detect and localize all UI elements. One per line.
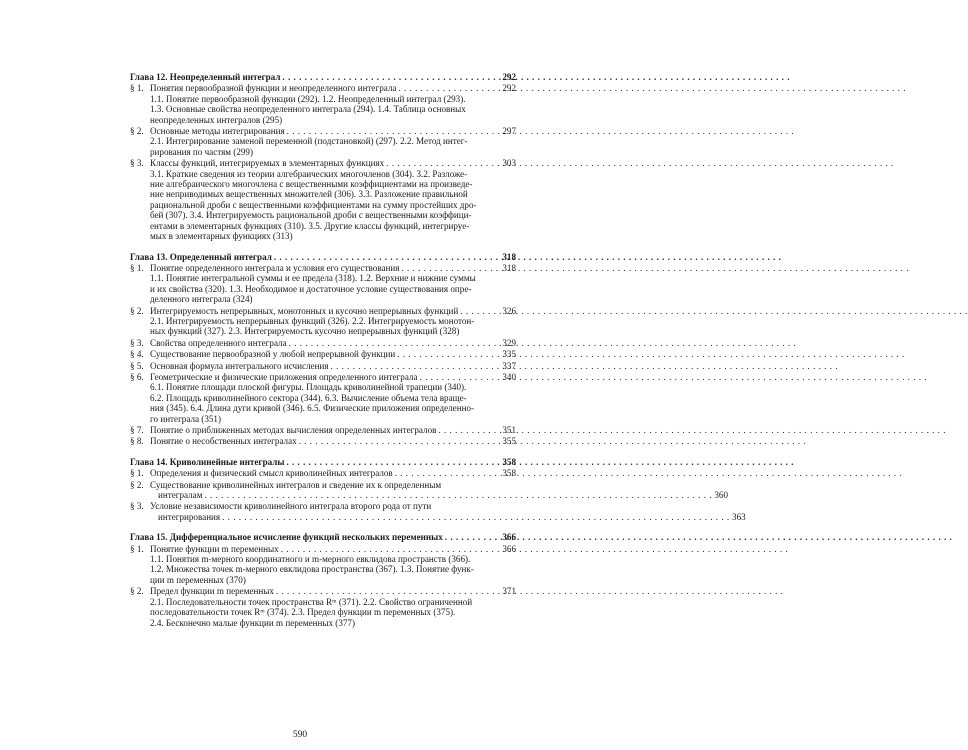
section-heading (130, 372, 516, 382)
section-heading (130, 349, 516, 359)
dot-leader (460, 306, 500, 316)
section-heading (130, 544, 516, 554)
section-title-row (150, 436, 516, 446)
section-page: 340 (502, 371, 516, 382)
section-title-block (150, 480, 728, 501)
subsection-list (130, 169, 516, 242)
subsection-line: рирования по частям (299) (150, 146, 254, 157)
dot-leader (281, 544, 500, 554)
subsection-list (130, 597, 516, 628)
section-title-row (150, 372, 516, 382)
section-page: 358 (502, 468, 516, 479)
section-number: § 2. (130, 586, 144, 597)
section-number: § 1. (130, 262, 144, 273)
dot-leader (287, 126, 500, 136)
section-number: § 3. (130, 501, 144, 512)
chapter-heading (130, 532, 516, 542)
subsection-line: деленного интеграла (324) (150, 294, 253, 305)
section-heading (130, 361, 516, 371)
section-heading (130, 126, 516, 136)
subsection-line: мых в элементарных функциях (313) (150, 231, 293, 242)
subsection-line: 1.1. Понятие первообразной функции (292). 1.2. Неопределенный интеграл (293). (150, 93, 466, 104)
toc-section (130, 372, 516, 424)
section-title: Понятие о несобственных интегралах (150, 436, 297, 447)
chapter-heading (130, 252, 516, 262)
section-title: Основная формула интегрального исчисления (150, 360, 329, 371)
dot-leader (401, 263, 500, 273)
toc-section (130, 349, 516, 359)
dot-leader (438, 425, 500, 435)
section-title: Понятие функции m переменных (150, 543, 279, 554)
section-title-row (150, 263, 516, 273)
section-title-row (150, 544, 516, 554)
section-title: Условие независимости криволинейного интеграла второго рода от пути (150, 501, 432, 512)
section-page: 360 (714, 490, 729, 501)
section-heading (130, 158, 516, 168)
section-title-row (150, 338, 516, 348)
section-title: Понятия первообразной функции и неопределенного интеграла (150, 83, 397, 94)
section-title-row (150, 586, 516, 596)
dot-leader (299, 436, 500, 446)
section-page: 371 (502, 586, 516, 597)
section-title-row (150, 468, 516, 478)
section-number: § 4. (130, 349, 144, 360)
section-title: Классы функций, интегрируемых в элементарных функциях (150, 158, 385, 169)
dot-leader (286, 457, 500, 467)
section-heading (130, 83, 516, 93)
section-number: § 8. (130, 436, 144, 447)
section-title-row (150, 361, 516, 371)
section-heading (130, 586, 516, 596)
toc-section (130, 158, 516, 241)
section-page: 292 (502, 83, 516, 94)
section-title-continued: интегралам (158, 490, 203, 501)
subsection-line: ции m переменных (370) (150, 574, 246, 585)
section-number: § 1. (130, 543, 144, 554)
page-number: 590 (292, 730, 308, 740)
chapter-title: Глава 12. Неопределенный интеграл (130, 72, 281, 82)
section-page: 297 (502, 126, 516, 137)
dot-leader (445, 532, 500, 542)
section-number: § 3. (130, 158, 144, 169)
dot-leader (222, 512, 730, 522)
section-page: 355 (502, 436, 516, 447)
toc-section (130, 263, 516, 305)
dot-leader (289, 338, 500, 348)
section-heading (130, 468, 516, 478)
subsection-line: го интеграла (351) (150, 413, 222, 424)
subsection-line: 6.1. Понятие площади плоской фигуры. Площадь криволинейной трапеции (340). (150, 382, 467, 393)
subsection-list (130, 136, 516, 157)
subsection-list (130, 554, 516, 585)
subsection-line: ных функций (327). 2.3. Интегрируемость кусочно непрерывных функций (328) (150, 326, 460, 337)
dot-leader (282, 72, 500, 82)
section-title: Предел функции m переменных (150, 586, 274, 597)
toc-section (130, 425, 516, 435)
subsection-list (130, 94, 516, 125)
chapter-heading (130, 72, 516, 82)
section-page: 303 (502, 158, 516, 169)
subsection-line: 2.1. Последовательности точек пространства Rᵐ (371). 2.2. Свойство ограниченной (150, 596, 473, 607)
section-number: § 3. (130, 337, 144, 348)
dot-leader (386, 158, 500, 168)
subsection-line: ние неприводимых вещественных множителей (306). 3.3. Разложение правильной (150, 189, 468, 200)
section-title: Понятие о приближенных методах вычисления определенных интегралов (150, 425, 437, 435)
subsection-line: 1.3. Основные свойства неопределенного интеграла (294). 1.4. Таблица основных (150, 104, 466, 115)
section-page: 363 (732, 511, 746, 522)
section-title-continued: интегрирования (158, 511, 221, 522)
section-number: § 2. (130, 126, 144, 137)
toc-section (130, 586, 516, 628)
subsection-line: 1.1. Понятия m-мерного координатного и m-мерного евклидова пространств (366). (150, 554, 471, 565)
dot-leader (331, 361, 500, 371)
section-heading (130, 436, 516, 446)
chapter-title: Глава 14. Криволинейные интегралы (130, 456, 285, 467)
subsection-list (130, 273, 516, 304)
section-heading (130, 263, 516, 273)
section-heading (130, 338, 516, 348)
toc-section (130, 468, 516, 478)
toc-section (130, 544, 516, 586)
section-title: Основные методы интегрирования (150, 126, 285, 137)
table-of-contents (130, 72, 746, 628)
toc-section (130, 479, 729, 501)
section-page: 318 (502, 262, 516, 273)
dot-leader (397, 349, 500, 359)
dot-leader (276, 586, 500, 596)
section-number: § 6. (130, 371, 144, 382)
section-title-end (150, 490, 728, 500)
toc-section (130, 436, 516, 446)
dot-leader (398, 83, 500, 93)
chapter-title: Глава 13. Определенный интеграл (130, 251, 272, 262)
dot-leader (274, 252, 500, 262)
section-title-row (150, 158, 516, 168)
dot-leader (204, 490, 712, 500)
chapter-page: 366 (502, 532, 516, 543)
subsection-line: 6.2. Площадь криволинейного сектора (344). 6.3. Вычисление объема тела враще- (150, 392, 467, 403)
section-number: § 2. (130, 479, 144, 490)
section-title: Существование криволинейных интегралов и сведение их к определенным (150, 479, 442, 490)
section-title: Определения и физический смысл криволинейных интегралов (150, 468, 393, 479)
section-heading (130, 479, 729, 501)
section-number: § 1. (130, 83, 144, 94)
toc-section (130, 361, 516, 371)
subsection-line: ние алгебраического многочлена с вещественными коэффициентами на произведе- (150, 179, 473, 190)
section-title-row (150, 126, 516, 136)
toc-section (130, 338, 516, 348)
toc-section (130, 306, 516, 337)
section-heading (130, 501, 746, 522)
toc-section (130, 501, 746, 522)
section-title: Свойства определенного интеграла (150, 337, 287, 348)
section-page: 337 (502, 360, 516, 371)
dot-leader (420, 372, 500, 382)
subsection-line: и их свойства (320). 1.3. Необходимое и достаточное условие существования опре- (150, 283, 472, 294)
toc-section (130, 126, 516, 157)
section-page: 366 (502, 543, 516, 554)
subsection-line: 1.2. Множества точек m-мерного евклидова пространства (367). 1.3. Понятие функ- (150, 564, 474, 575)
toc-section (130, 83, 516, 125)
subsection-line: последовательности точек Rᵐ (374). 2.3. Предел функции m переменных (375). (150, 607, 456, 618)
section-number: § 2. (130, 305, 144, 316)
section-title-row (150, 83, 516, 93)
chapter-page: 318 (502, 251, 516, 262)
subsection-line: 2.1. Интегрирование заменой переменной (подстановкой) (297). 2.2. Метод интег- (150, 136, 468, 147)
section-title-block (150, 501, 746, 522)
section-number: § 5. (130, 360, 144, 371)
subsection-line: ния (345). 6.4. Длина дуги кривой (346). 6.5. Физические приложения определенно- (150, 403, 475, 414)
chapter-page: 358 (502, 456, 516, 467)
section-title-end (150, 512, 746, 522)
section-title: Геометрические и физические приложения определенного интеграла (150, 371, 418, 382)
section-page: 329 (502, 337, 516, 348)
section-page: 335 (502, 349, 516, 360)
section-number: § 7. (130, 425, 144, 435)
subsection-line: 3.1. Краткие сведения из теории алгебраических многочленов (304). 3.2. Разложе- (150, 168, 468, 179)
section-title: Интегрируемость непрерывных, монотонных и кусочно непрерывных функций (150, 305, 459, 316)
section-title: Существование первообразной у любой непрерывной функции (150, 349, 396, 360)
chapter-page: 292 (502, 72, 516, 82)
chapter-heading (130, 457, 516, 467)
section-title-row (150, 306, 516, 316)
chapter-title: Глава 15. Дифференциальное исчисление функций нескольких переменных (130, 532, 443, 543)
section-heading (130, 425, 516, 435)
section-heading (130, 306, 516, 316)
subsection-line: 2.4. Бесконечно малые функции m переменных (377) (150, 617, 355, 628)
subsection-line: 2.1. Интегрируемость непрерывных функций (326). 2.2. Интегрируемость монотон- (150, 315, 475, 326)
subsection-list (130, 316, 516, 337)
section-title-row (150, 425, 516, 435)
subsection-line: неопределенных интегралов (295) (150, 114, 283, 125)
subsection-list (130, 382, 516, 424)
section-title: Понятие определенного интеграла и условия его существования (150, 262, 400, 273)
section-number: § 1. (130, 468, 144, 479)
subsection-line: ентами в элементарных функциях (310). 3.5. Другие классы функций, интегрируе- (150, 220, 470, 231)
section-page: 351 (502, 425, 516, 435)
subsection-line: бей (307). 3.4. Интегрируемость рациональной дроби с вещественными коэффици- (150, 210, 472, 221)
section-title-row (150, 349, 516, 359)
dot-leader (395, 468, 500, 478)
subsection-line: 1.1. Понятие интегральной суммы и ее предела (318). 1.2. Верхние и нижние суммы (150, 273, 476, 284)
section-page: 326 (502, 305, 516, 316)
subsection-line: рациональной дроби с вещественными коэффициентами на сумму простейших дро- (150, 199, 477, 210)
